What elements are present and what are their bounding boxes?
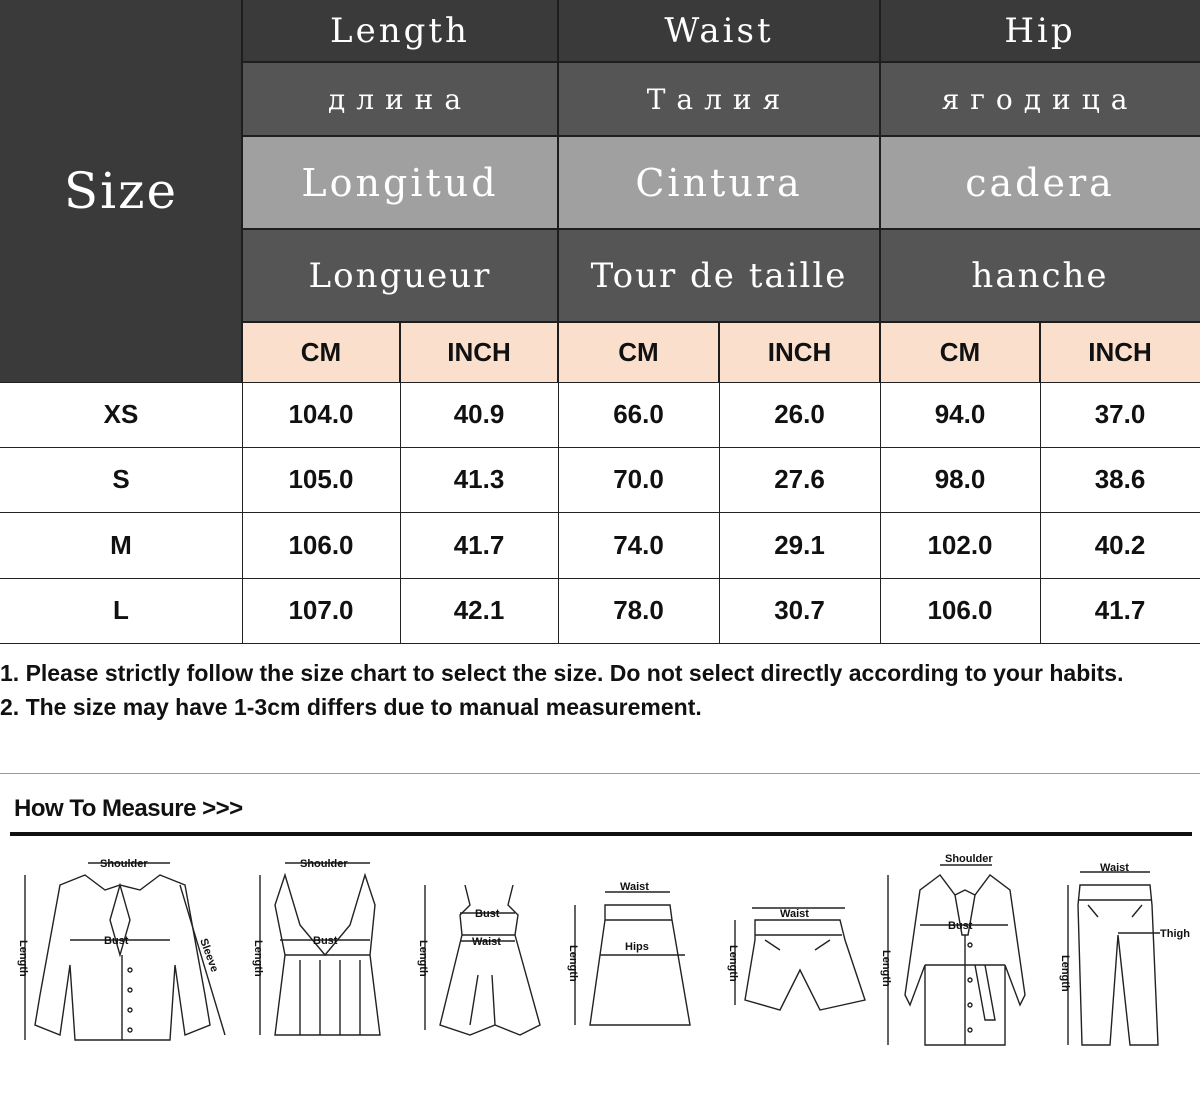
label-bust: Bust <box>313 935 338 947</box>
table-row <box>0 513 1200 578</box>
label-thigh: Thigh <box>1160 928 1190 940</box>
table-row <box>0 382 1200 447</box>
tank-top-illustration <box>260 863 380 1035</box>
unit-hip-cm: CM <box>880 322 1040 382</box>
value-cell: 66.0 <box>613 399 664 429</box>
hip-fr-header: hanche <box>880 229 1200 322</box>
table-divider <box>400 382 401 643</box>
value-cell: 106.0 <box>927 595 993 625</box>
length-ru-header: длина <box>242 62 558 136</box>
label-bust: Bust <box>475 908 500 920</box>
table-divider <box>242 382 243 643</box>
measure-illustrations <box>0 845 1200 1095</box>
table-divider <box>880 382 881 643</box>
header-divider <box>242 321 1200 323</box>
header-divider <box>399 322 401 382</box>
table-divider <box>0 578 1200 579</box>
trousers-illustration <box>1068 872 1160 1045</box>
length-en-header: Length <box>242 0 558 62</box>
section-divider <box>0 773 1200 774</box>
size-cell: M <box>110 530 132 560</box>
title-rule <box>10 832 1192 836</box>
label-shoulder: Shoulder <box>945 853 993 865</box>
how-to-measure-title: How To Measure >>> <box>14 795 243 822</box>
label-waist: Waist <box>780 908 809 920</box>
unit-waist-inch: INCH <box>719 322 880 382</box>
label-length: Length <box>417 940 429 977</box>
value-cell: 102.0 <box>927 530 993 560</box>
table-divider <box>719 382 720 643</box>
value-cell: 41.7 <box>453 530 505 560</box>
label-waist: Waist <box>620 881 649 893</box>
size-chart-header <box>0 0 1200 382</box>
table-divider <box>0 447 1200 448</box>
label-bust: Bust <box>104 935 129 947</box>
waist-ru-header: Талия <box>558 62 880 136</box>
hip-en-header: Hip <box>880 0 1200 62</box>
skirt-illustration <box>575 892 690 1025</box>
size-cell: S <box>112 464 130 494</box>
value-cell: 74.0 <box>613 530 664 560</box>
unit-hip-inch: INCH <box>1040 322 1200 382</box>
value-cell: 37.0 <box>1094 399 1146 429</box>
label-length: Length <box>17 940 29 977</box>
size-notes <box>0 656 1200 724</box>
value-cell: 41.3 <box>453 464 505 494</box>
table-divider <box>0 643 1200 644</box>
value-cell: 38.6 <box>1094 464 1146 494</box>
label-waist: Waist <box>1100 862 1129 874</box>
value-cell: 98.0 <box>934 464 986 494</box>
header-divider <box>241 0 243 382</box>
value-cell: 26.0 <box>774 399 825 429</box>
table-divider <box>0 382 1200 383</box>
value-cell: 42.1 <box>453 595 505 625</box>
table-divider <box>0 512 1200 513</box>
waist-es-header: Cintura <box>558 136 880 229</box>
size-header-cell: Size <box>0 0 242 382</box>
hip-ru-header: ягодица <box>880 62 1200 136</box>
value-cell: 29.1 <box>774 530 825 560</box>
hip-es-header: cadera <box>880 136 1200 229</box>
shorts-illustration <box>735 908 865 1010</box>
label-length: Length <box>567 945 579 982</box>
coat-illustration <box>888 865 1025 1045</box>
header-divider <box>718 322 720 382</box>
value-cell: 94.0 <box>934 399 986 429</box>
value-cell: 78.0 <box>613 595 664 625</box>
value-cell: 27.6 <box>774 464 825 494</box>
value-cell: 105.0 <box>288 464 354 494</box>
label-length: Length <box>727 945 739 982</box>
size-cell: XS <box>103 399 139 429</box>
header-divider <box>242 61 1200 63</box>
label-shoulder: Shoulder <box>300 858 348 870</box>
label-hips: Hips <box>625 941 649 953</box>
label-waist: Waist <box>472 936 501 948</box>
header-divider <box>557 0 559 382</box>
value-cell: 30.7 <box>774 595 825 625</box>
size-cell: L <box>113 595 129 625</box>
note-2: 2. The size may have 1-3cm differs due to manual measurement. <box>0 694 702 720</box>
table-row <box>0 578 1200 643</box>
header-divider <box>242 228 1200 230</box>
label-length: Length <box>252 940 264 977</box>
label-length: Length <box>880 950 892 987</box>
header-divider <box>1039 322 1041 382</box>
table-divider <box>558 382 559 643</box>
label-bust: Bust <box>948 920 973 932</box>
value-cell: 107.0 <box>288 595 354 625</box>
table-row <box>0 447 1200 512</box>
value-cell: 40.9 <box>453 399 505 429</box>
unit-length-cm: CM <box>242 322 400 382</box>
value-cell: 41.7 <box>1094 595 1146 625</box>
label-length: Length <box>1059 955 1071 992</box>
length-es-header: Longitud <box>242 136 558 229</box>
header-divider <box>879 0 881 382</box>
unit-length-inch: INCH <box>400 322 558 382</box>
header-divider <box>242 135 1200 137</box>
label-shoulder: Shoulder <box>100 858 148 870</box>
waist-en-header: Waist <box>558 0 880 62</box>
value-cell: 40.2 <box>1094 530 1146 560</box>
length-fr-header: Longueur <box>242 229 558 322</box>
value-cell: 70.0 <box>613 464 664 494</box>
label-sleeve: Sleeve <box>197 936 221 974</box>
note-1: 1. Please strictly follow the size chart to select the size. Do not select directly according to your habits. <box>0 660 1124 686</box>
table-divider <box>1040 382 1041 643</box>
value-cell: 104.0 <box>288 399 354 429</box>
blouse-illustration <box>25 863 225 1040</box>
unit-waist-cm: CM <box>558 322 719 382</box>
waist-fr-header: Tour de taille <box>558 229 880 322</box>
value-cell: 106.0 <box>288 530 354 560</box>
